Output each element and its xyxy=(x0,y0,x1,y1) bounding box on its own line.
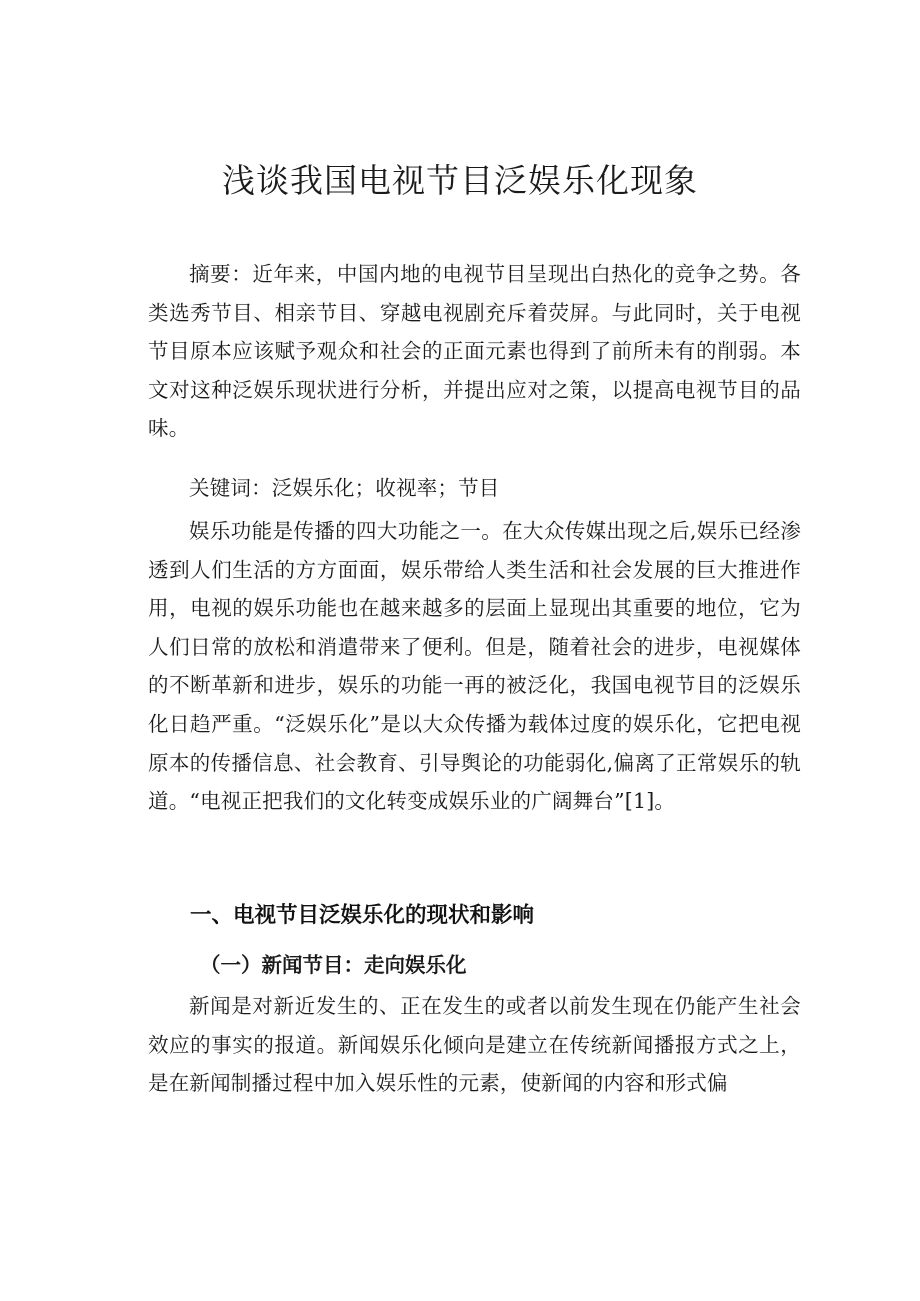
keywords-line: 关键词：泛娱乐化；收视率；节目 xyxy=(189,476,500,500)
subsection-heading: （一）新闻节目：走向娱乐化 xyxy=(200,953,467,977)
intro-paragraph: 娱乐功能是传播的四大功能之一。在大众传媒出现之后,娱乐已经渗透到人们生活的方方面面，娱乐带给人类生活和社会发展的巨大推进作用，电视的娱乐功能也在越来越多的层面上显现出其重要的地位，它为人们日常的放松和消遣带来了便利。但是，随着社会的进步，电视媒体的不断革新和进步，娱乐的功能一再的被泛化，我国电视节目的泛娱乐化日趋严重。“泛娱乐化”是以大众传播为载体过度的娱乐化，它把电视原本的传播信息、社会教育、引导舆论的功能弱化,偏离了正常娱乐的轨道。“电视正把我们的文化转变成娱乐业的广阔舞台”[1]。 xyxy=(148,519,801,814)
document-title: 浅谈我国电视节目泛娱乐化现象 xyxy=(222,161,698,200)
abstract-paragraph: 摘要：近年来，中国内地的电视节目呈现出白热化的竞争之势。各类选秀节目、相亲节目、穿越电视剧充斥着荧屏。与此同时，关于电视节目原本应该赋予观众和社会的正面元素也得到了前所未有的削弱。本文对这种泛娱乐现状进行分析，并提出应对之策，以提高电视节目的品味。 xyxy=(148,262,801,441)
section-heading: 一、电视节目泛娱乐化的现状和影响 xyxy=(190,903,535,928)
news-paragraph: 新闻是对新近发生的、正在发生的或者以前发生现在仍能产生社会效应的事实的报道。新闻娱乐化倾向是建立在传统新闻播报方式之上，是在新闻制播过程中加入娱乐性的元素，使新闻的内容和形式偏 xyxy=(148,994,801,1096)
